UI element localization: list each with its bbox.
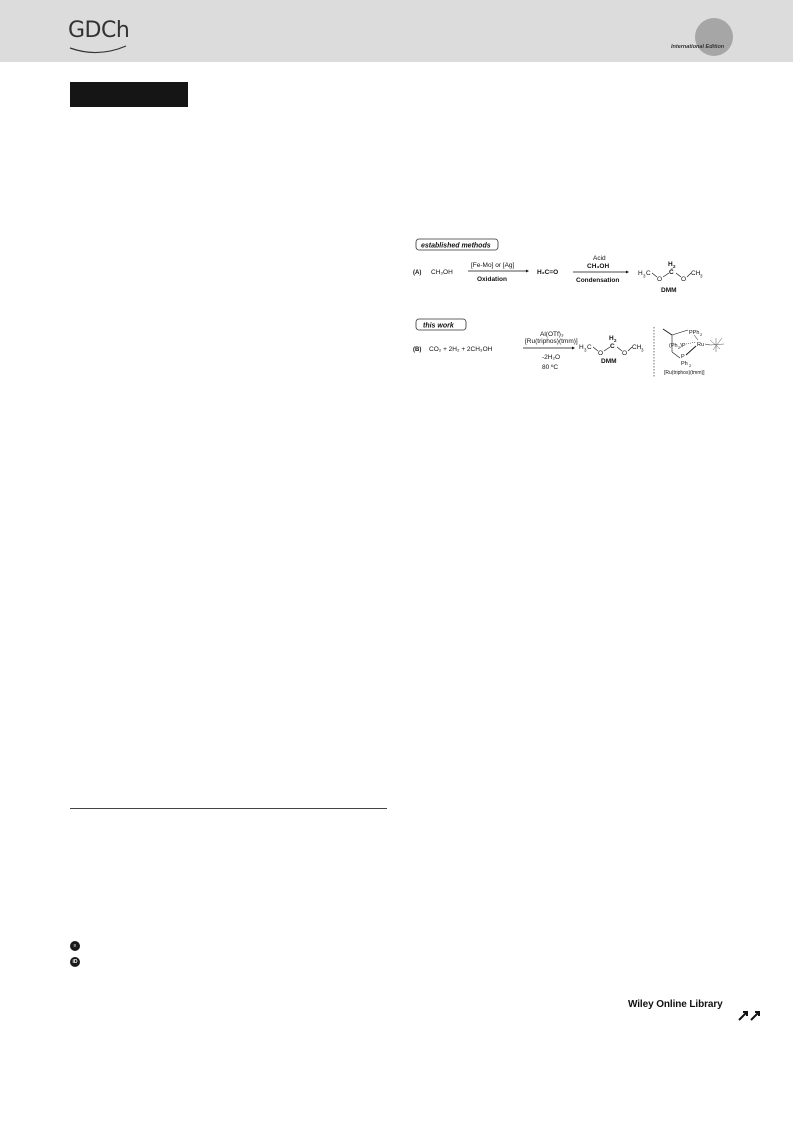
section-label-bar — [70, 82, 188, 107]
svg-text:2: 2 — [700, 332, 703, 337]
row-b-dmm-structure — [579, 335, 644, 357]
row-a-step2-reagent-top: Acid — [593, 255, 606, 262]
row-b-catalyst-2: [Ru(triphos)(tmm)] — [525, 338, 578, 345]
row-b-byproduct: -2H₂O — [542, 354, 561, 361]
svg-text:C: C — [610, 343, 615, 350]
row-a-reactant: CH₃OH — [431, 269, 453, 276]
svg-text:CH: CH — [632, 344, 642, 351]
svg-text:3: 3 — [700, 273, 703, 279]
double-arrow-icon — [738, 1009, 762, 1021]
svg-text:H: H — [668, 261, 673, 268]
footnote-divider — [70, 808, 387, 809]
ru-triphos-tmm-complex — [663, 329, 724, 368]
svg-text:3: 3 — [584, 347, 587, 353]
svg-text:H: H — [638, 270, 643, 277]
row-a-arrowhead-1 — [526, 270, 529, 273]
row-a-dmm-structure — [638, 261, 703, 283]
svg-text:C: C — [646, 270, 651, 277]
edition-circle-icon — [695, 18, 733, 56]
svg-text:3: 3 — [641, 347, 644, 353]
supporting-info-icon[interactable] — [70, 941, 80, 951]
svg-text:2: 2 — [673, 264, 676, 269]
this-work-label: this work — [423, 322, 454, 330]
svg-text:2: 2 — [678, 345, 681, 350]
gdch-logo-text: GDCh — [68, 18, 130, 43]
svg-text:O: O — [657, 276, 663, 283]
reaction-scheme — [410, 232, 740, 382]
svg-text:P: P — [681, 354, 685, 360]
svg-text:3: 3 — [643, 273, 646, 279]
row-a-tag: (A) — [413, 270, 422, 276]
row-b-reactants: CO₂ + 2H₂ + 2CH₃OH — [429, 346, 493, 353]
svg-text:Ru: Ru — [697, 342, 705, 348]
row-b-temperature: 80 ºC — [542, 364, 559, 371]
row-a-step1-reagent: [Fe-Mo] or [Ag] — [471, 262, 515, 269]
row-a-step1-label: Oxidation — [477, 276, 507, 283]
row-a-step2-reagent: CH₃OH — [587, 263, 610, 270]
svg-text:(Ph: (Ph — [669, 343, 678, 349]
gdch-logo — [68, 18, 130, 54]
wiley-online-library-label: Wiley Online Library — [628, 999, 723, 1010]
row-a-arrowhead-2 — [626, 271, 629, 274]
complex-label: [Ru(triphos)(tmm)] — [664, 370, 705, 376]
row-b-product-label: DMM — [601, 358, 617, 365]
document-icon: ≡ — [73, 943, 77, 949]
svg-text:2: 2 — [614, 338, 617, 343]
svg-text:O: O — [681, 276, 687, 283]
reaction-scheme-graphic — [410, 232, 740, 382]
established-label: established methods — [421, 242, 491, 250]
svg-text:C: C — [587, 344, 592, 351]
svg-text:H: H — [579, 344, 584, 351]
svg-text:O: O — [598, 350, 604, 357]
edition-label: International Edition — [671, 44, 725, 50]
row-a-product-label: DMM — [661, 287, 677, 294]
journal-header-band — [0, 0, 793, 62]
orcid-icon[interactable] — [70, 957, 80, 967]
svg-text:2: 2 — [689, 363, 692, 368]
svg-text:C: C — [669, 269, 674, 276]
svg-text:PPh: PPh — [689, 330, 700, 336]
row-b-arrowhead — [572, 347, 575, 350]
gdch-swoosh-icon — [68, 18, 130, 54]
svg-text:Ph: Ph — [681, 361, 688, 367]
row-a-intermediate: H₂C=O — [537, 269, 559, 276]
row-b-catalyst-1: Al(OTf)₃ — [540, 331, 564, 338]
row-b-tag: (B) — [413, 347, 422, 353]
row-a-step2-label: Condensation — [576, 277, 620, 284]
svg-text:O: O — [622, 350, 628, 357]
id-icon: iD — [72, 959, 78, 965]
svg-text:H: H — [609, 335, 614, 342]
svg-text:)P: )P — [680, 343, 686, 349]
svg-text:CH: CH — [691, 270, 701, 277]
